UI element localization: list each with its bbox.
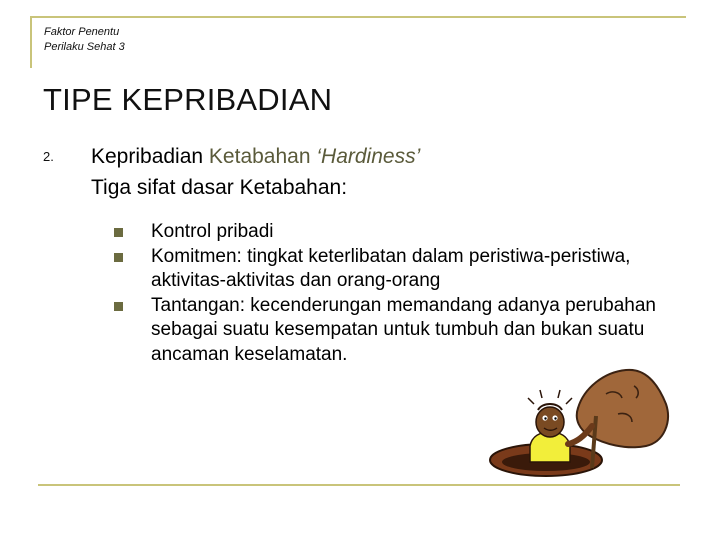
bullet-text: Tantangan: kecenderungan memandang adanya perubahan sebagai suatu kesempatan untuk tumbuh dan bukan suatu ancaman keselamatan. bbox=[151, 294, 656, 365]
list-item bbox=[112, 220, 672, 245]
square-bullet-icon bbox=[114, 228, 123, 237]
slide-header bbox=[44, 25, 125, 55]
section-heading bbox=[91, 143, 420, 171]
header-line-2: Perilaku Sehat 3 bbox=[44, 41, 125, 53]
list-item bbox=[112, 245, 672, 294]
bullet-text: Kontrol pribadi bbox=[151, 221, 274, 242]
heading-italic: ‘Hardiness’ bbox=[316, 145, 421, 168]
section-number: 2. bbox=[43, 149, 54, 164]
heading-accent: Ketabahan bbox=[208, 145, 317, 168]
square-bullet-icon bbox=[114, 302, 123, 311]
section-subheading: Tiga sifat dasar Ketabahan: bbox=[91, 176, 348, 199]
header-line-1: Faktor Penentu bbox=[44, 26, 120, 38]
dirt-mound-icon bbox=[577, 370, 668, 447]
left-border-line bbox=[30, 16, 32, 68]
heading-prefix: Kepribadian bbox=[91, 145, 209, 168]
man-digging-out-of-hole-clipart bbox=[486, 364, 676, 480]
top-border-line bbox=[30, 16, 686, 18]
slide-title: TIPE KEPRIBADIAN bbox=[43, 82, 333, 117]
bottom-border-line bbox=[38, 484, 680, 486]
list-item bbox=[112, 294, 672, 368]
square-bullet-icon bbox=[114, 253, 123, 262]
man-head-icon bbox=[536, 407, 564, 437]
bullet-text: Komitmen: tingkat keterlibatan dalam peristiwa-peristiwa, aktivitas-aktivitas dan orang-orang bbox=[151, 245, 631, 291]
bullet-list bbox=[112, 220, 672, 367]
